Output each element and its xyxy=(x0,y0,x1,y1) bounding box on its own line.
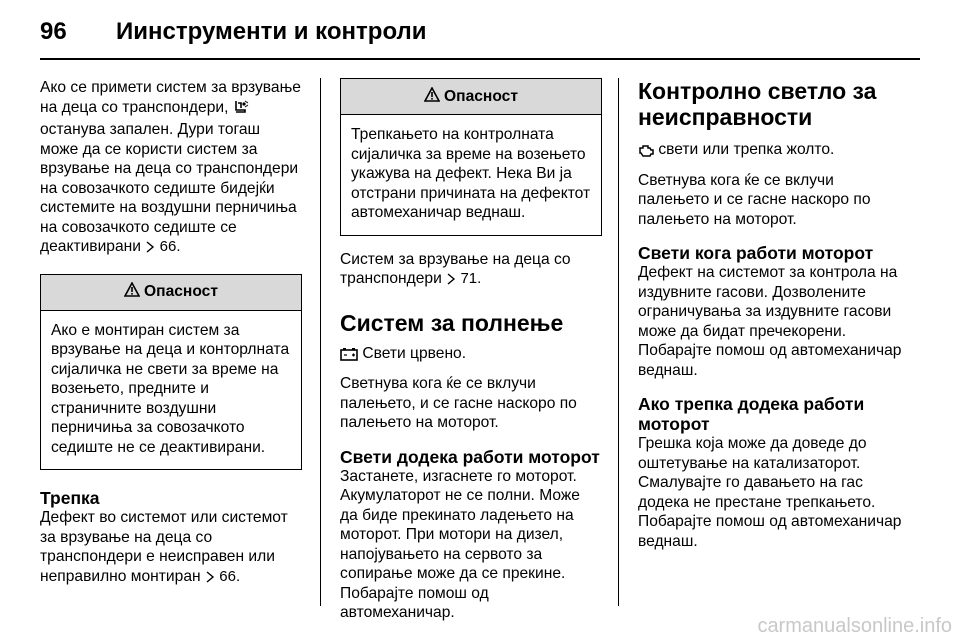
battery-icon xyxy=(340,347,358,367)
battery-line xyxy=(340,344,602,367)
lights-red-text: Свети црвено. xyxy=(362,344,467,362)
page-number: 96 xyxy=(40,18,67,45)
charging-heading: Систем за полнење xyxy=(340,309,564,336)
column-2 xyxy=(340,78,602,623)
warning-header xyxy=(41,275,301,311)
page-header xyxy=(40,14,920,50)
intro-text-rest: останува запален. Дури тогаш може да се користи систем за врзување на деца со транспондери на совозачкото седиште бидејќи системите на воздушни перничиња на совозачкото седиште се деактивирани xyxy=(40,121,299,255)
column-divider xyxy=(618,78,619,606)
blink-text: Дефект во системот или системот за врзување на деца со транспондери е неисправен или неправилно монтиран xyxy=(40,509,288,585)
engine-running-text: Застанете, изгаснете го моторот. Акумулаторот не се полни. Може да биде прекинато ладењето на моторот. При мотори на дизел, напојувањето на сервото за сопирање може да се прекине. Побарајте помош од автомеханичар. xyxy=(340,467,580,621)
warning-header xyxy=(341,79,601,115)
warning-title: Опасност xyxy=(444,87,518,105)
column-divider xyxy=(320,78,321,606)
warning-box xyxy=(340,78,602,236)
warning-text: Ако е монтиран систем за врзување на деца и конторлната сијаличка не свети за време на возењето, предните и страничните воздушни перничиња за совозачкото седиште не се деактивирани. xyxy=(51,321,290,456)
column-3 xyxy=(638,78,904,551)
blink-heading: Трепка xyxy=(40,488,100,508)
warning-triangle-icon xyxy=(424,87,440,107)
warning-title: Опасност xyxy=(144,283,218,300)
warning-triangle-icon xyxy=(124,282,140,302)
blinks-running-text: Грешка која може да доведе до оштетување на катализаторот. Смалувајте го давањето на гас додека не престане трепкањето. Побарајте помош од автомеханичар веднаш. xyxy=(638,435,902,550)
intro-text-line2: на деца со транспондери, xyxy=(40,98,229,116)
engine-light-line xyxy=(638,140,904,163)
lights-running-heading: Свети кога работи моторот xyxy=(638,243,874,263)
lights-yellow-text: свети или трепка жолто. xyxy=(658,141,835,158)
engine-icon xyxy=(638,143,654,163)
intro-text-line1: Ако се примети систем за врзување xyxy=(40,79,301,96)
engine-running-heading: Свети додека работи моторот xyxy=(340,446,600,467)
blink-page-ref: 66. xyxy=(219,567,241,585)
child-seat-icon xyxy=(233,99,249,121)
blink-paragraph xyxy=(40,508,302,589)
intro-paragraph xyxy=(40,78,302,260)
intro-page-ref: 66. xyxy=(159,238,181,255)
cross-ref-text: Систем за врзување на деца со транспондери xyxy=(340,250,571,287)
cross-reference xyxy=(340,250,602,292)
page-title: Иинструменти и контроли xyxy=(116,18,427,45)
column-1 xyxy=(40,78,302,589)
warning-text: Трепкањето на контролната сијаличка за време на возењето укажува на дефект. Нека Ви ја отстрани причината на дефектот автомеханичар веднаш. xyxy=(351,126,591,221)
ignition-text: Светнува кога ќе се вклучи палењето, и се гасне наскоро по палењето на моторот. xyxy=(340,375,577,431)
warning-box xyxy=(40,274,302,471)
reference-arrow-icon xyxy=(446,272,456,292)
watermark: carmanualsonline.info xyxy=(757,615,952,637)
cross-ref-page: 71. xyxy=(460,270,482,287)
reference-arrow-icon xyxy=(205,570,215,590)
reference-arrow-icon xyxy=(145,240,155,260)
blinks-running-heading: Ако трепка додека работи моторот xyxy=(638,394,865,434)
malfunction-heading: Контролно светло за неисправности xyxy=(638,78,877,130)
lights-running-text: Дефект на системот за контрола на издувните гасови. Дозволените ограничувања за издувните гасови може да бидат пречекорени. Побарајте помош од автомеханичар веднаш. xyxy=(638,264,902,379)
header-rule xyxy=(40,58,920,60)
ignition-text: Светнува кога ќе се вклучи палењето и се гасне наскоро по палењето на моторот. xyxy=(638,171,871,228)
